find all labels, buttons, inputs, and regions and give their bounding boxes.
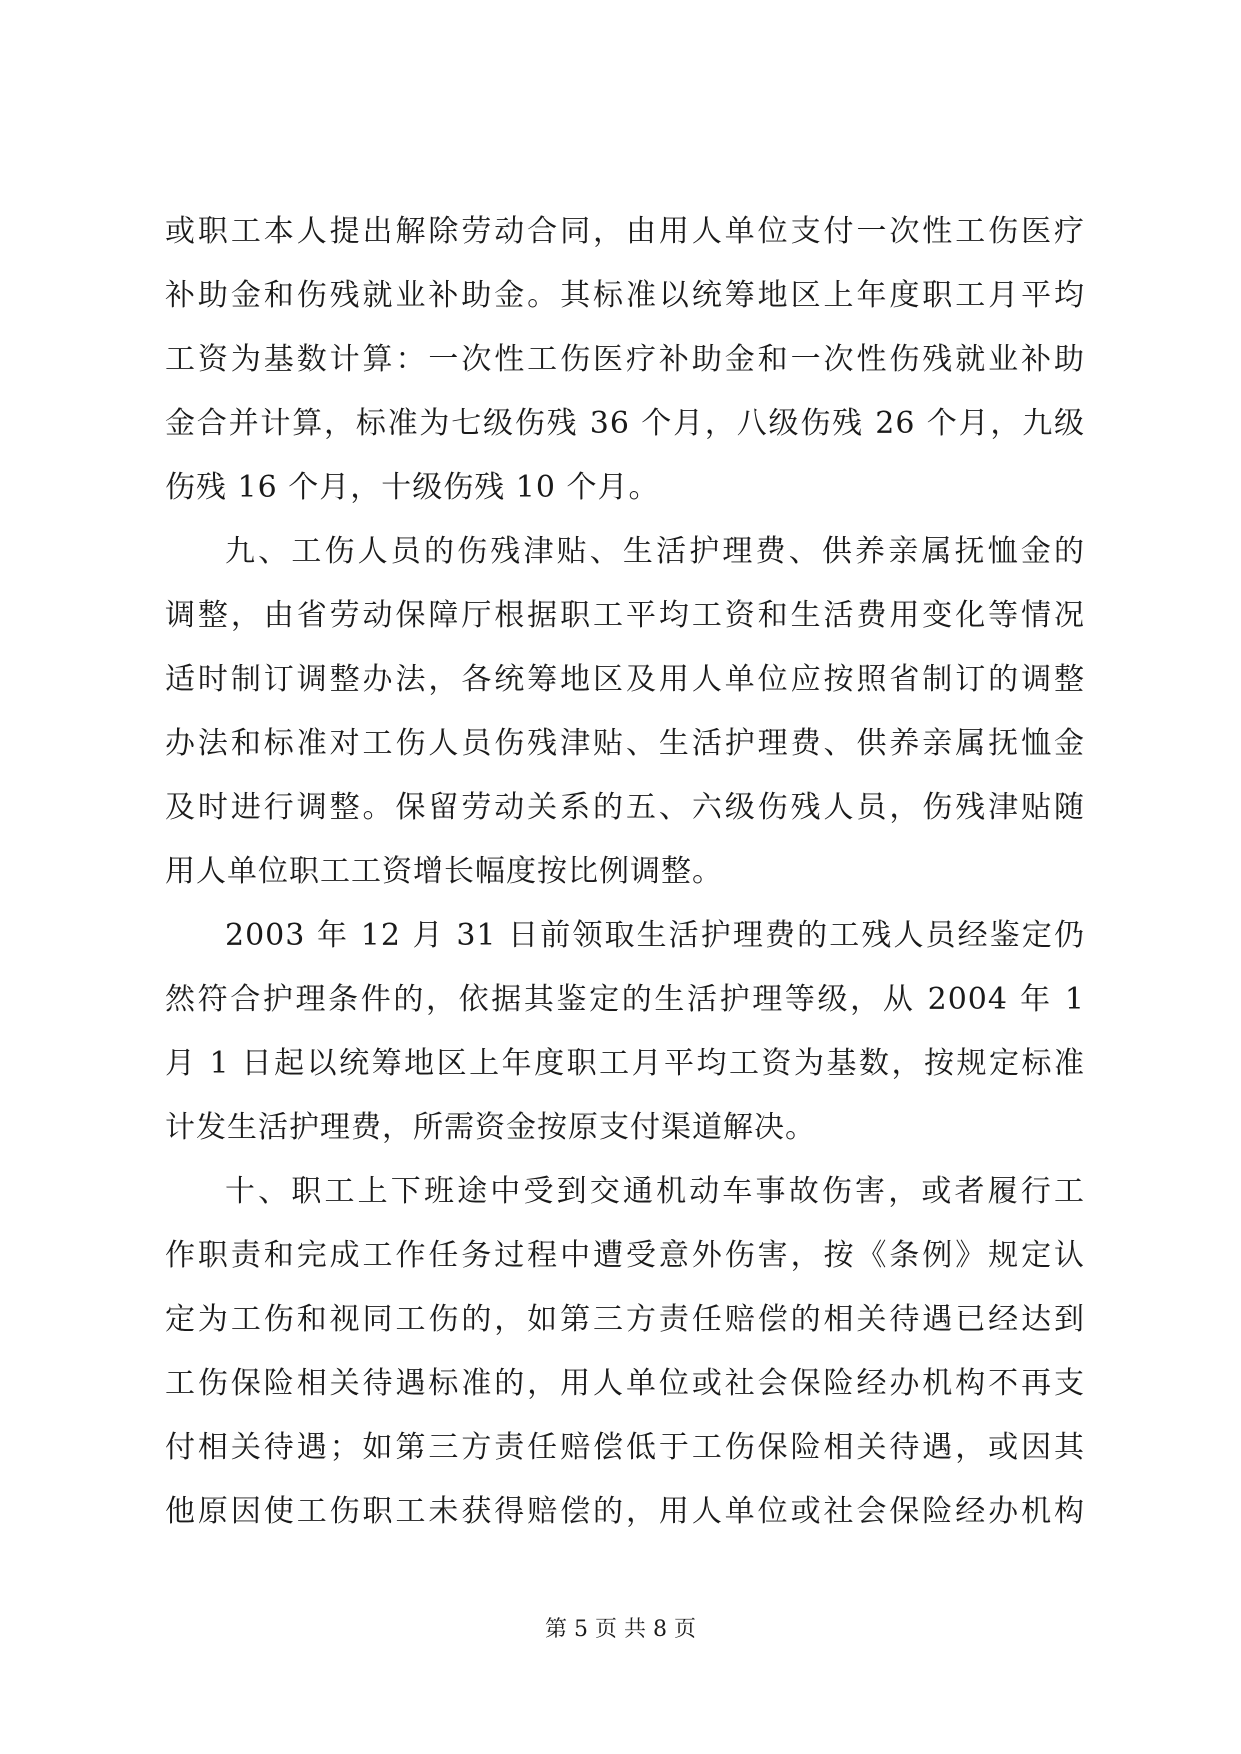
text-line: 月 1 日起以统筹地区上年度职工月平均工资为基数，按规定标准 <box>165 1046 1085 1081</box>
text-line: 金合并计算，标准为七级伤残 36 个月，八级伤残 26 个月，九级 <box>165 406 1085 441</box>
text-line: 及时进行调整。保留劳动关系的五、六级伤残人员，伤残津贴随 <box>165 790 1085 825</box>
paragraph-first-line: 十、职工上下班途中受到交通机动车事故伤害，或者履行工 <box>225 1174 1085 1209</box>
text-line: 办法和标准对工伤人员伤残津贴、生活护理费、供养亲属抚恤金 <box>165 726 1085 761</box>
text-line: 工资为基数计算：一次性工伤医疗补助金和一次性伤残就业补助 <box>165 342 1085 377</box>
text-line: 定为工伤和视同工伤的，如第三方责任赔偿的相关待遇已经达到 <box>165 1302 1085 1337</box>
text-line: 他原因使工伤职工未获得赔偿的，用人单位或社会保险经办机构 <box>165 1494 1085 1529</box>
text-line: 付相关待遇；如第三方责任赔偿低于工伤保险相关待遇，或因其 <box>165 1430 1085 1465</box>
text-line: 或职工本人提出解除劳动合同，由用人单位支付一次性工伤医疗 <box>165 214 1085 249</box>
page-number-footer: 第 5 页 共 8 页 <box>545 1617 696 1642</box>
text-line: 用人单位职工工资增长幅度按比例调整。 <box>165 854 723 889</box>
text-line: 工伤保险相关待遇标准的，用人单位或社会保险经办机构不再支 <box>165 1366 1085 1401</box>
paragraph-first-line: 九、工伤人员的伤残津贴、生活护理费、供养亲属抚恤金的 <box>225 534 1085 569</box>
document-body <box>165 200 1085 1544</box>
text-line: 然符合护理条件的，依据其鉴定的生活护理等级，从 2004 年 1 <box>165 982 1085 1017</box>
paragraph-first-line: 2003 年 12 月 31 日前领取生活护理费的工残人员经鉴定仍 <box>225 918 1085 953</box>
text-line: 计发生活护理费，所需资金按原支付渠道解决。 <box>165 1110 816 1145</box>
text-line: 伤残 16 个月，十级伤残 10 个月。 <box>165 470 660 505</box>
text-line: 适时制订调整办法，各统筹地区及用人单位应按照省制订的调整 <box>165 662 1085 697</box>
text-line: 补助金和伤残就业补助金。其标准以统筹地区上年度职工月平均 <box>165 278 1085 313</box>
text-line: 调整，由省劳动保障厅根据职工平均工资和生活费用变化等情况 <box>165 598 1085 633</box>
text-line: 作职责和完成工作任务过程中遭受意外伤害，按《条例》规定认 <box>165 1238 1085 1273</box>
